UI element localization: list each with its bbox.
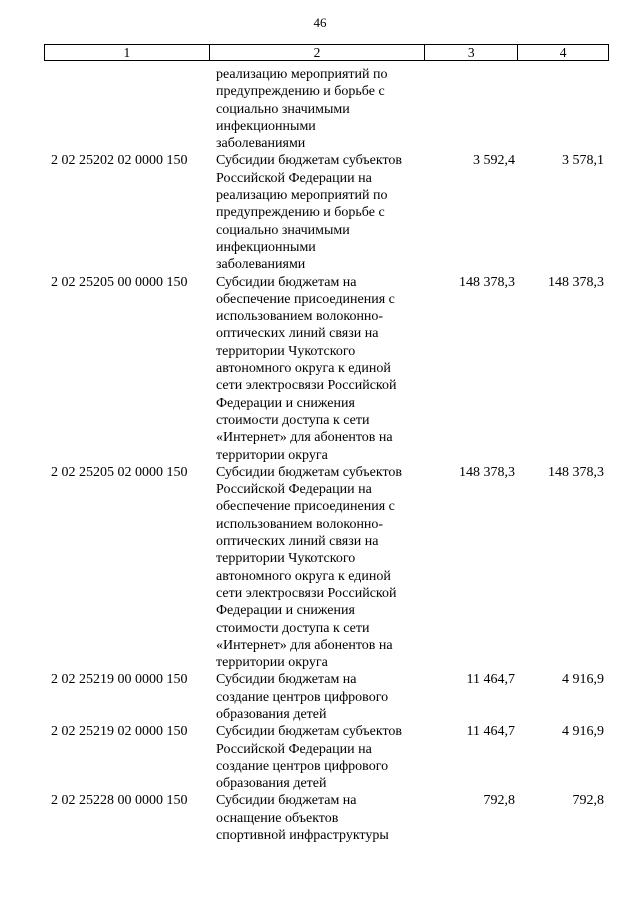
- description-line: Субсидии бюджетам на: [216, 793, 357, 809]
- description-line: создание центров цифрового: [216, 758, 389, 774]
- description-line: реализацию мероприятий по: [216, 67, 388, 82]
- description-line: стоимости доступа к сети: [216, 620, 370, 636]
- description-line: Федерации и снижения: [216, 603, 355, 619]
- description-line: автономного округа к единой: [216, 568, 391, 584]
- header-col-2: 2: [210, 45, 426, 60]
- value-col-4: 4 916,9: [562, 724, 604, 740]
- page-number: 46: [313, 15, 327, 30]
- value-col-3: 148 378,3: [459, 464, 515, 480]
- table-row: [44, 792, 609, 844]
- description: [210, 671, 426, 723]
- budget-code: 2 02 25205 00 0000 150: [51, 274, 188, 290]
- header-col-4: 4: [559, 45, 567, 60]
- description-line: Субсидии бюджетам субъектов: [216, 464, 403, 480]
- description-line: территории Чукотского: [216, 551, 356, 567]
- description-line: заболеваниями: [216, 257, 306, 273]
- budget-code: 2 02 25202 02 0000 150: [51, 153, 188, 169]
- description-line: социально значимыми: [216, 222, 350, 238]
- description-line: Российской Федерации на: [216, 741, 372, 757]
- value-col-3: 148 378,3: [459, 274, 515, 290]
- table-header: [44, 44, 609, 61]
- table-row: [44, 723, 609, 792]
- budget-code: 2 02 25228 00 0000 150: [51, 793, 188, 809]
- table-row: [44, 66, 609, 152]
- description-line: Федерации и снижения: [216, 395, 355, 411]
- description: [210, 792, 426, 844]
- budget-code: 2 02 25205 02 0000 150: [51, 464, 188, 480]
- description-line: оснащение объектов: [216, 810, 339, 826]
- description-line: образования детей: [216, 706, 327, 722]
- table-row: [44, 274, 609, 464]
- table-row: [44, 152, 609, 273]
- description-line: оптических линий связи на: [216, 534, 379, 550]
- value-col-3: 3 592,4: [473, 153, 515, 169]
- description-line: Субсидии бюджетам на: [216, 672, 357, 688]
- description-line: территории округа: [216, 655, 328, 671]
- description-line: социально значимыми: [216, 101, 350, 117]
- value-col-3: 11 464,7: [466, 672, 515, 688]
- description: [210, 464, 426, 672]
- description-line: реализацию мероприятий по: [216, 188, 388, 204]
- description-line: Российской Федерации на: [216, 170, 372, 186]
- header-col-1: 1: [45, 45, 210, 60]
- description-line: создание центров цифрового: [216, 689, 389, 705]
- description: [210, 66, 426, 152]
- value-col-4: 4 916,9: [562, 672, 604, 688]
- table-row: [44, 671, 609, 723]
- description-line: обеспечение присоединения с: [216, 291, 395, 307]
- description-line: образования детей: [216, 776, 327, 792]
- description: [210, 152, 426, 273]
- description-line: «Интернет» для абонентов на: [216, 430, 393, 446]
- description: [210, 274, 426, 464]
- description-line: обеспечение присоединения с: [216, 499, 395, 515]
- description-line: предупреждению и борьбе с: [216, 84, 385, 100]
- description-line: инфекционными: [216, 118, 316, 134]
- description-line: Российской Федерации на: [216, 482, 372, 498]
- description-line: предупреждению и борьбе с: [216, 205, 385, 221]
- description-line: территории округа: [216, 447, 328, 463]
- value-col-4: 792,8: [572, 793, 604, 809]
- description-line: использованием волоконно-: [216, 309, 384, 325]
- table-row: [44, 464, 609, 672]
- budget-code: 2 02 25219 00 0000 150: [51, 672, 188, 688]
- description-line: оптических линий связи на: [216, 326, 379, 342]
- value-col-3: [426, 66, 518, 152]
- description-line: Субсидии бюджетам субъектов: [216, 153, 403, 169]
- table-body: [44, 66, 609, 844]
- description-line: Субсидии бюджетам субъектов: [216, 724, 403, 740]
- value-col-4: 148 378,3: [548, 274, 604, 290]
- description-line: Субсидии бюджетам на: [216, 274, 357, 290]
- value-col-4: 3 578,1: [562, 153, 604, 169]
- description-line: территории Чукотского: [216, 343, 356, 359]
- description-line: заболеваниями: [216, 136, 306, 152]
- description-line: сети электросвязи Российской: [216, 378, 397, 394]
- description-line: «Интернет» для абонентов на: [216, 637, 393, 653]
- description-line: сети электросвязи Российской: [216, 585, 397, 601]
- value-col-3: 11 464,7: [466, 724, 515, 740]
- budget-code: [44, 66, 210, 152]
- description-line: использованием волоконно-: [216, 516, 384, 532]
- description-line: инфекционными: [216, 239, 316, 255]
- description-line: автономного округа к единой: [216, 361, 391, 377]
- value-col-4: [518, 66, 609, 152]
- budget-code: 2 02 25219 02 0000 150: [51, 724, 188, 740]
- value-col-3: 792,8: [483, 793, 515, 809]
- description-line: спортивной инфраструктуры: [216, 828, 389, 844]
- value-col-4: 148 378,3: [548, 464, 604, 480]
- header-col-3: 3: [425, 45, 518, 60]
- description-line: стоимости доступа к сети: [216, 412, 370, 428]
- description: [210, 723, 426, 792]
